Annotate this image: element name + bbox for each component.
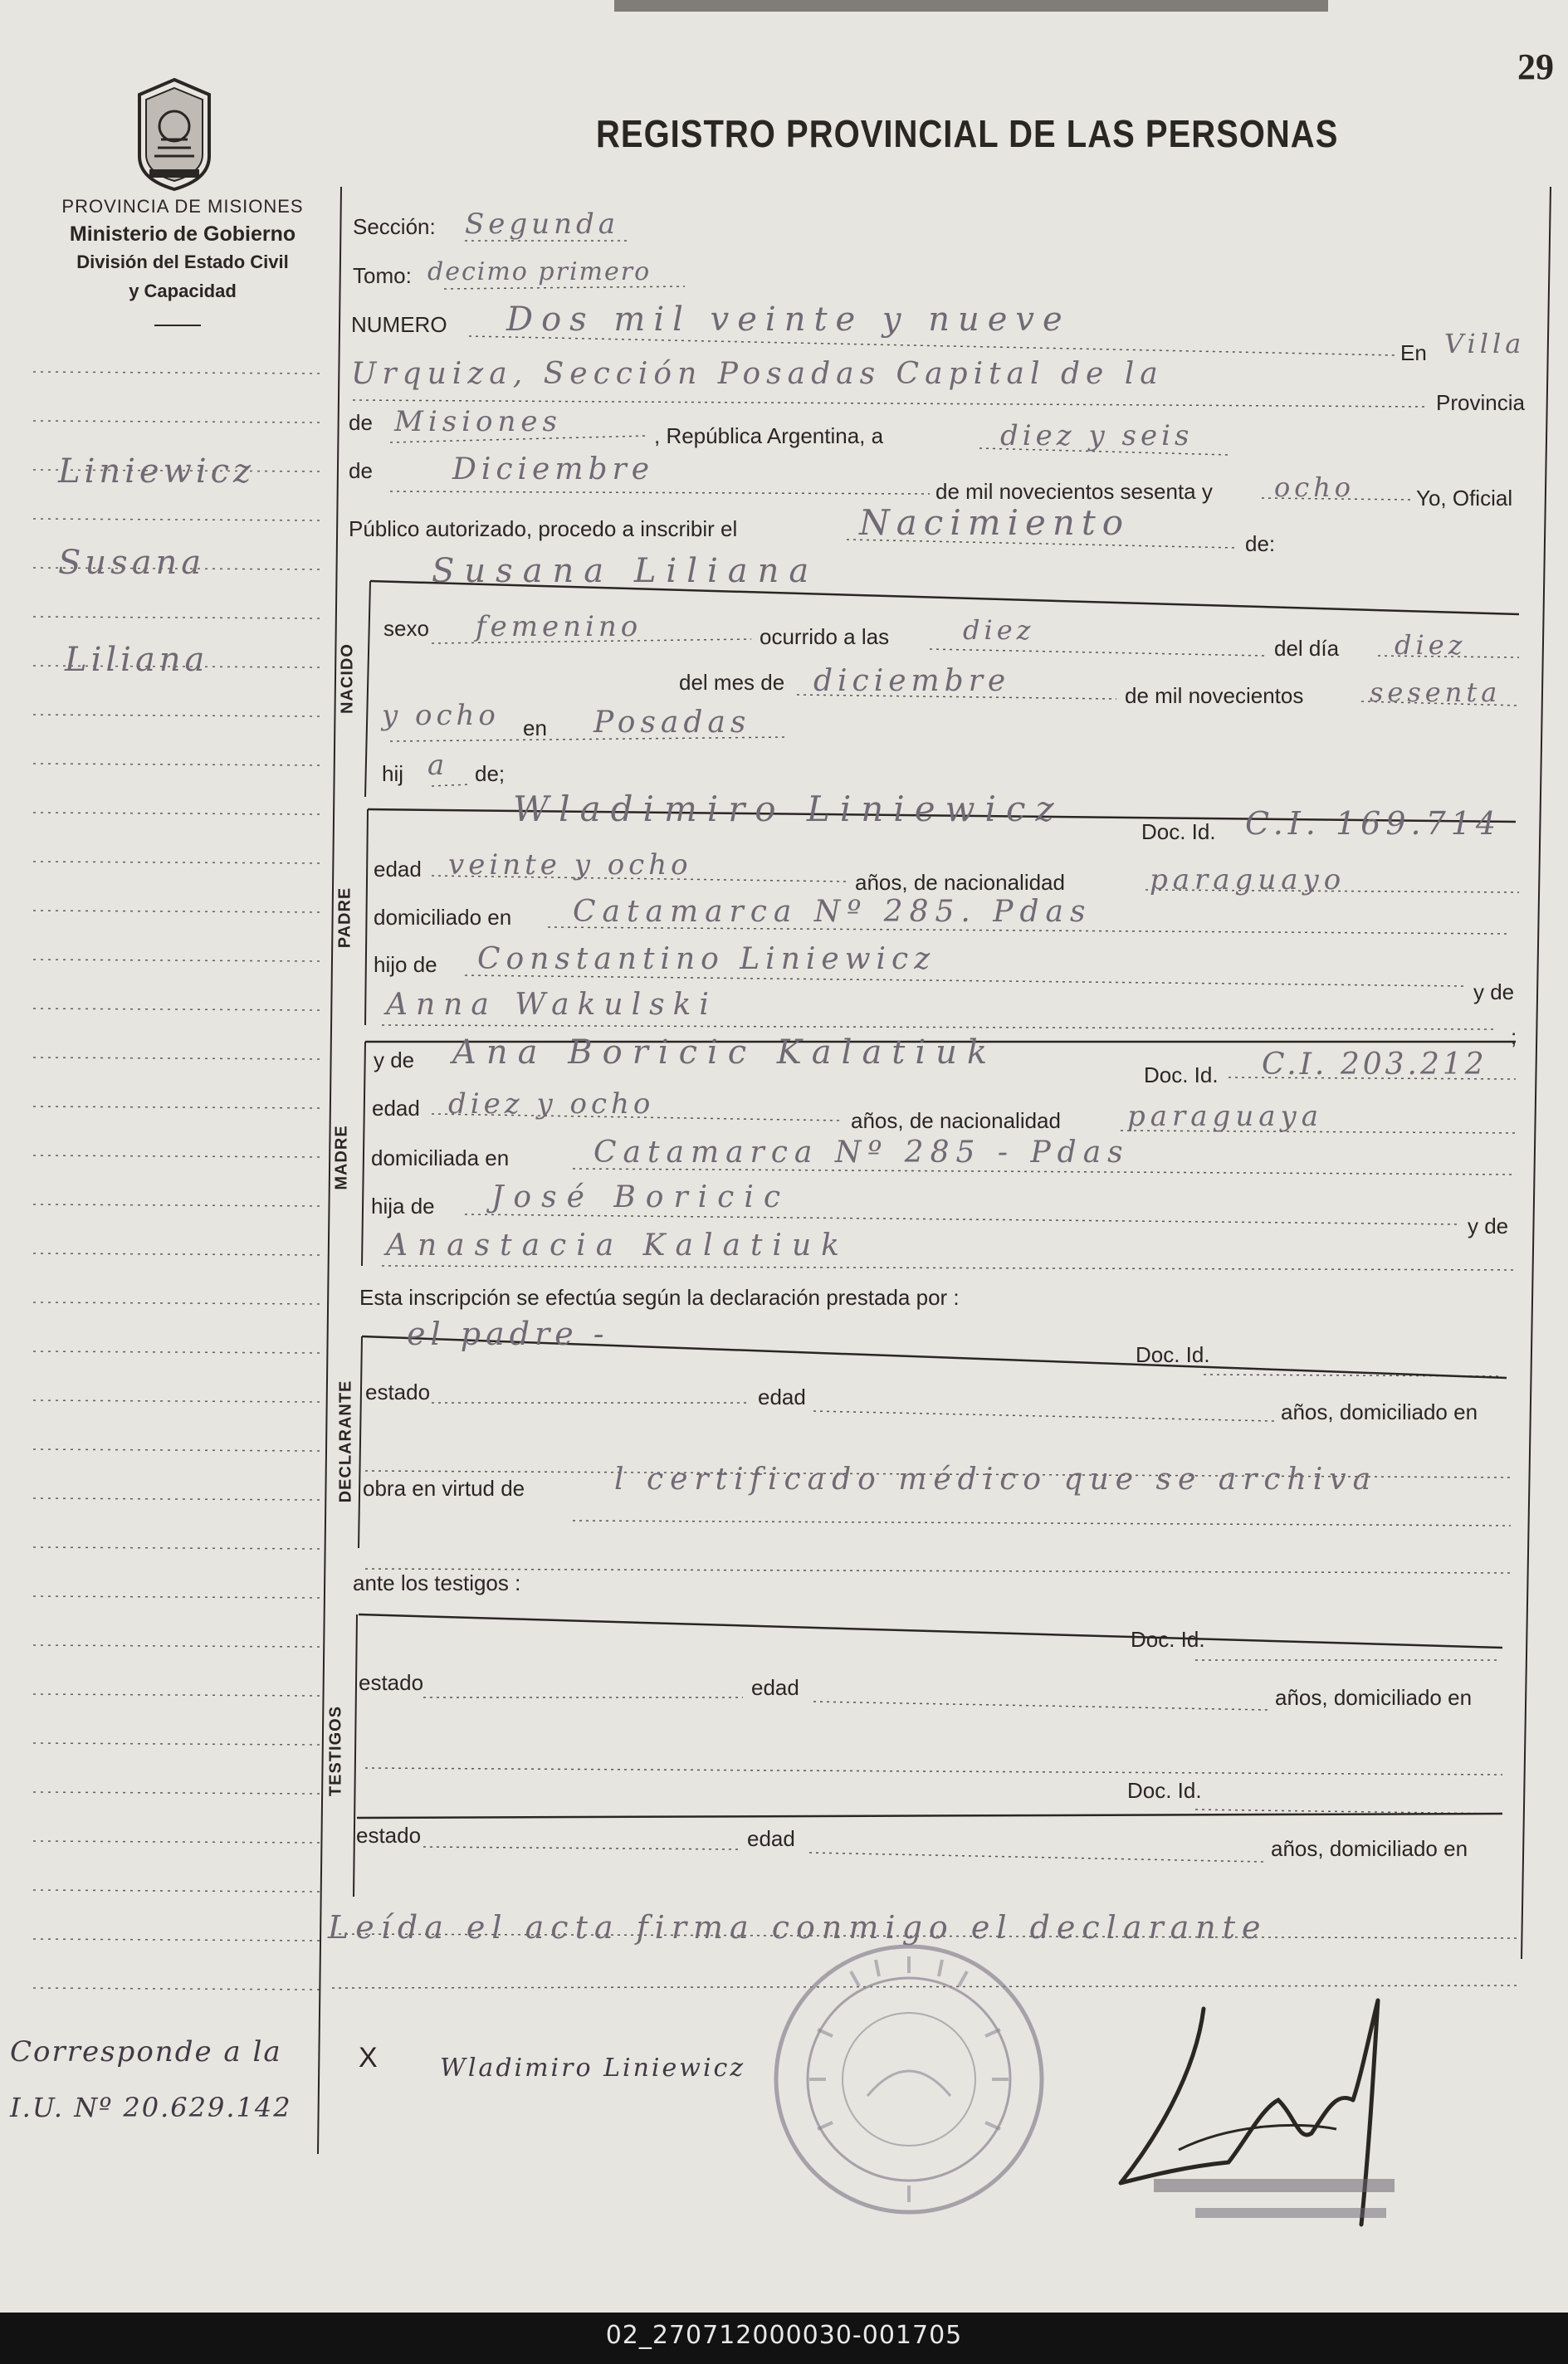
mil-novecientos-label: de mil novecientos: [1125, 683, 1304, 708]
sexo-label: sexo: [383, 616, 429, 641]
page-number: 29: [1517, 46, 1554, 87]
padre-domicilio-label: domiciliado en: [374, 905, 512, 930]
provincia-label: Provincia: [1436, 390, 1525, 415]
padre-nacionalidad-value: paraguayo: [1150, 863, 1346, 896]
declarante-estado-label: estado: [365, 1380, 431, 1404]
testigo2-edad-label: edad: [747, 1826, 795, 1851]
lugar-nacimiento-value: Posadas: [593, 706, 751, 740]
declarante-edad-label: edad: [758, 1385, 806, 1409]
numero-value: Dos mil veinte y nueve: [506, 300, 1071, 339]
en-label: En: [1400, 340, 1427, 365]
declarante-section-label: DECLARANTE: [336, 1380, 355, 1503]
nacido-section-label: NACIDO: [338, 643, 357, 714]
madre-y-de-label: y de: [374, 1048, 415, 1072]
padre-domicilio-value: Catamarca Nº 285. Pdas: [573, 895, 1092, 929]
publico-label: Público autorizado, procedo a inscribir el: [349, 516, 738, 541]
margin-first-name: Susana: [58, 544, 206, 582]
testigo1-doc-label: Doc. Id.: [1131, 1627, 1205, 1652]
mes-nacimiento-value: diciembre: [813, 664, 1011, 698]
anio-nacimiento-value-2: y ocho: [382, 699, 500, 732]
madre-doc-label: Doc. Id.: [1144, 1062, 1219, 1087]
testigo2-doc-label: Doc. Id.: [1127, 1778, 1202, 1803]
padre-doc-value: C.I. 169.714: [1245, 805, 1502, 842]
province-name: PROVINCIA DE MISIONES: [61, 196, 304, 217]
madre-edad-value: diez y ocho: [448, 1087, 655, 1121]
padre-madre-value: Anna Wakulski: [386, 988, 717, 1022]
padre-hijo-label: hijo de: [374, 952, 437, 977]
x-mark: X: [359, 2042, 378, 2073]
testigo2-domicilio-label: años, domiciliado en: [1271, 1836, 1468, 1861]
testigo2-estado-label: estado: [356, 1823, 422, 1848]
de-label-1: de: [349, 410, 373, 435]
testigo1-domicilio-label: años, domiciliado en: [1275, 1685, 1473, 1710]
official-stamp-picture: [768, 1938, 1050, 2220]
anio-nacimiento-value: sesenta: [1370, 676, 1502, 708]
de-label-2: de: [349, 458, 373, 483]
hij-value: a: [427, 749, 449, 782]
madre-domicilio-value: Catamarca Nº 285 - Pdas: [593, 1136, 1130, 1170]
declarante-doc-label: Doc. Id.: [1136, 1342, 1210, 1367]
padre-y-de-label: y de: [1473, 979, 1515, 1004]
padre-section-label: PADRE: [335, 886, 354, 949]
testigos-section-label: TESTIGOS: [326, 1705, 345, 1797]
padre-edad-label: edad: [374, 857, 422, 882]
margin-correction-line2: I.U. Nº 20.629.142: [10, 2092, 292, 2123]
padre-doc-label: Doc. Id.: [1141, 819, 1216, 844]
del-mes-label: del mes de: [679, 670, 785, 695]
ministry-name: Ministerio de Gobierno: [69, 222, 296, 246]
oficial-label: Yo, Oficial: [1416, 486, 1513, 510]
declarante-domicilio-label: años, domiciliado en: [1281, 1399, 1478, 1424]
hora-value: diez: [963, 614, 1035, 646]
division-line1: División del Estado Civil: [76, 252, 289, 272]
del-dia-label: del día: [1274, 636, 1340, 661]
hij-label: hij: [382, 761, 404, 786]
division-line2: y Capacidad: [129, 281, 237, 301]
madre-doc-value: C.I. 203.212: [1262, 1048, 1487, 1082]
official-signature-picture: [1104, 1976, 1453, 2249]
madre-nacionalidad-value: paraguaya: [1127, 1100, 1323, 1133]
cropped-header-picture: [614, 0, 1336, 18]
declarante-name-value: el padre -: [407, 1316, 609, 1352]
footer-bar: [0, 2313, 1568, 2364]
register-title: REGISTRO PROVINCIAL DE LAS PERSONAS: [596, 113, 1339, 156]
place-value: Urquiza, Sección Posadas Capital de la: [351, 357, 1164, 391]
testigo1-edad-label: edad: [751, 1675, 799, 1700]
ocurrido-label: ocurrido a las: [760, 624, 890, 649]
closing-statement: Leída el acta firma conmigo el declarante: [328, 1909, 1268, 1946]
barcode-label: 02_270712000030-001705: [605, 2321, 963, 2350]
testigo1-estado-label: estado: [359, 1670, 424, 1695]
padre-name-value: Wladimiro Liniewicz: [513, 789, 1064, 829]
province-crest-icon: [133, 76, 216, 193]
nacido-name-value: Susana Liliana: [432, 552, 819, 590]
obra-value: l certificado médico que se archiva: [614, 1463, 1378, 1497]
republica-label: , República Argentina, a: [654, 423, 884, 448]
dia-value: diez y seis: [1000, 419, 1194, 452]
lugar-en-label: en: [523, 716, 547, 740]
en-value: Villa: [1444, 328, 1526, 359]
numero-label: NUMERO: [351, 312, 447, 337]
madre-hija-label: hija de: [371, 1194, 435, 1219]
declarante-intro: Esta inscripción se efectúa según la declaración prestada por :: [359, 1285, 960, 1310]
madre-section-label: MADRE: [332, 1125, 351, 1190]
margin-correction-line1: Corresponde a la: [10, 2035, 282, 2068]
madre-name-value: Ana Boricic Kalatiuk: [452, 1033, 998, 1072]
testigos-intro: ante los testigos :: [353, 1570, 521, 1595]
padre-nacionalidad-label: años, de nacionalidad: [855, 870, 1065, 895]
de-colon-label: de:: [1245, 531, 1276, 556]
acto-value: Nacimiento: [859, 502, 1131, 543]
madre-nacionalidad-label: años, de nacionalidad: [851, 1108, 1061, 1133]
dia-nacimiento-value: diez: [1395, 629, 1467, 661]
padre-edad-value: veinte y ocho: [448, 848, 692, 882]
padre-semicolon: ;: [1511, 1024, 1517, 1049]
padre-padre-value: Constantino Liniewicz: [477, 942, 936, 976]
mil-label: de mil novecientos sesenta y: [935, 479, 1213, 504]
madre-domicilio-label: domiciliada en: [371, 1145, 510, 1170]
hij-de-label: de;: [475, 761, 506, 786]
tomo-value: decimo primero: [427, 257, 652, 286]
provincia-value: Misiones: [394, 405, 562, 438]
margin-second-name: Liliana: [65, 641, 209, 679]
sexo-value: femenino: [476, 610, 642, 643]
declarante-signature: Wladimiro Liniewicz: [440, 2054, 746, 2083]
seccion-value: Segunda: [465, 208, 620, 241]
madre-madre-value: Anastacia Kalatiuk: [386, 1228, 849, 1263]
mes-value: Diciembre: [452, 452, 655, 486]
madre-y-de-label-2: y de: [1468, 1214, 1509, 1238]
seccion-label: Sección:: [353, 214, 436, 239]
obra-label: obra en virtud de: [363, 1476, 525, 1501]
anio-value: ocho: [1274, 471, 1356, 503]
margin-surname: Liniewicz: [58, 452, 256, 491]
madre-edad-label: edad: [372, 1096, 420, 1121]
madre-padre-value: José Boricic: [491, 1180, 791, 1214]
tomo-label: Tomo:: [353, 263, 412, 288]
